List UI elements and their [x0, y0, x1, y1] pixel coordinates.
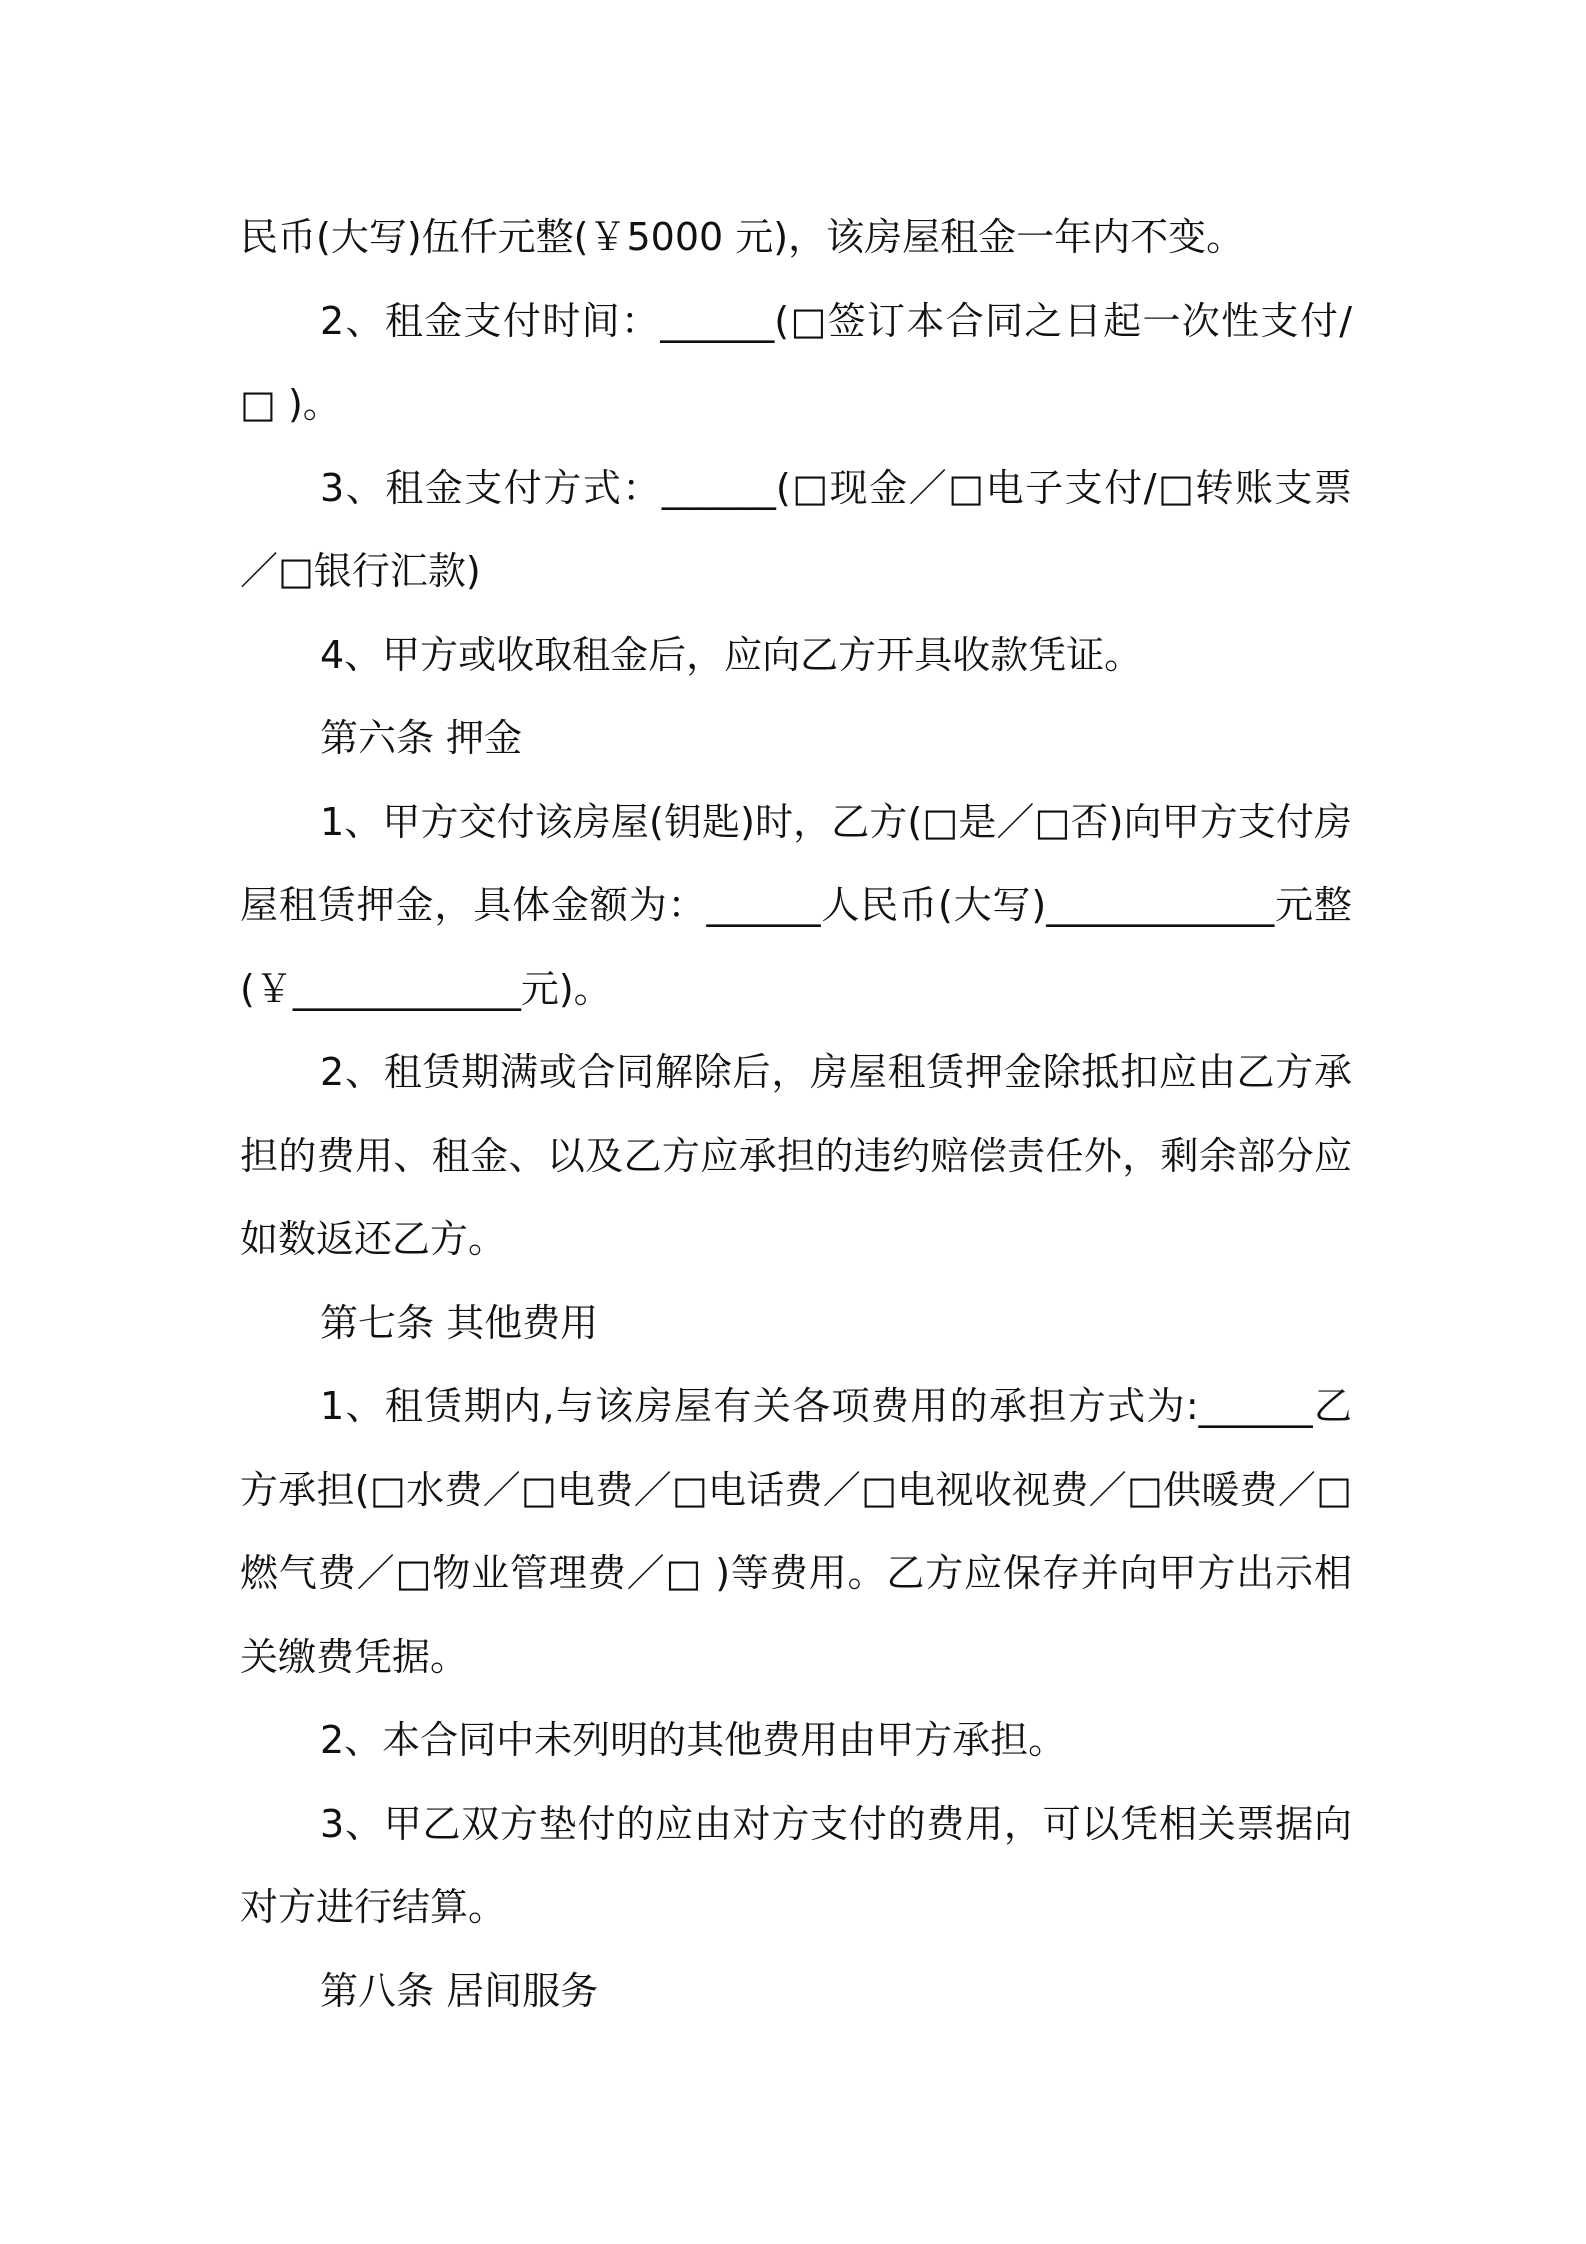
heading-article-7-other-fees: 第七条 其他费用 — [320, 1300, 599, 1345]
paragraph-rent-amount: 民币(大写)伍仟元整(￥5000 元)，该房屋租金一年内不变。 — [240, 215, 1245, 259]
paragraph-advance-settlement: 3、甲乙双方垫付的应由对方支付的费用，可以凭相关票据向对方进行结算。 — [240, 1801, 1352, 1929]
paragraph-rent-payment-time: 2、租金支付时间：______(□签订本合同之日起一次性支付/□ )。 — [240, 298, 1352, 426]
heading-article-6-deposit: 第六条 押金 — [320, 716, 523, 760]
paragraph-rent-receipt: 4、甲方或收取租金后，应向乙方开具收款凭证。 — [320, 632, 1143, 677]
contract-body — [240, 196, 1352, 2033]
paragraph-unlisted-fees: 2、本合同中未列明的其他费用由甲方承担。 — [320, 1718, 1067, 1762]
paragraph-deposit-return: 2、租赁期满或合同解除后，房屋租赁押金除抵扣应由乙方承担的费用、租金、以及乙方应承担的违约赔偿责任外，剩余部分应如数返还乙方。 — [240, 1050, 1352, 1261]
heading-article-8-brokerage: 第八条 居间服务 — [320, 1968, 599, 2013]
paragraph-fee-bearing: 1、租赁期内,与该房屋有关各项费用的承担方式为:______乙方承担(□水费／□电费／□电话费／□电视收视费／□供暖费／□燃气费／□物业管理费／□ )等费用。乙方应保存并向甲方出示相关缴费凭据。 — [240, 1384, 1352, 1679]
paragraph-rent-payment-method: 3、租金支付方式：______(□现金／□电子支付/□转账支票／□银行汇款) — [240, 465, 1352, 593]
paragraph-deposit-amount: 1、甲方交付该房屋(钥匙)时，乙方(□是／□否)向甲方支付房屋租赁押金，具体金额为：______人民币(大写)____________元整(￥____________元)。 — [240, 799, 1352, 1011]
